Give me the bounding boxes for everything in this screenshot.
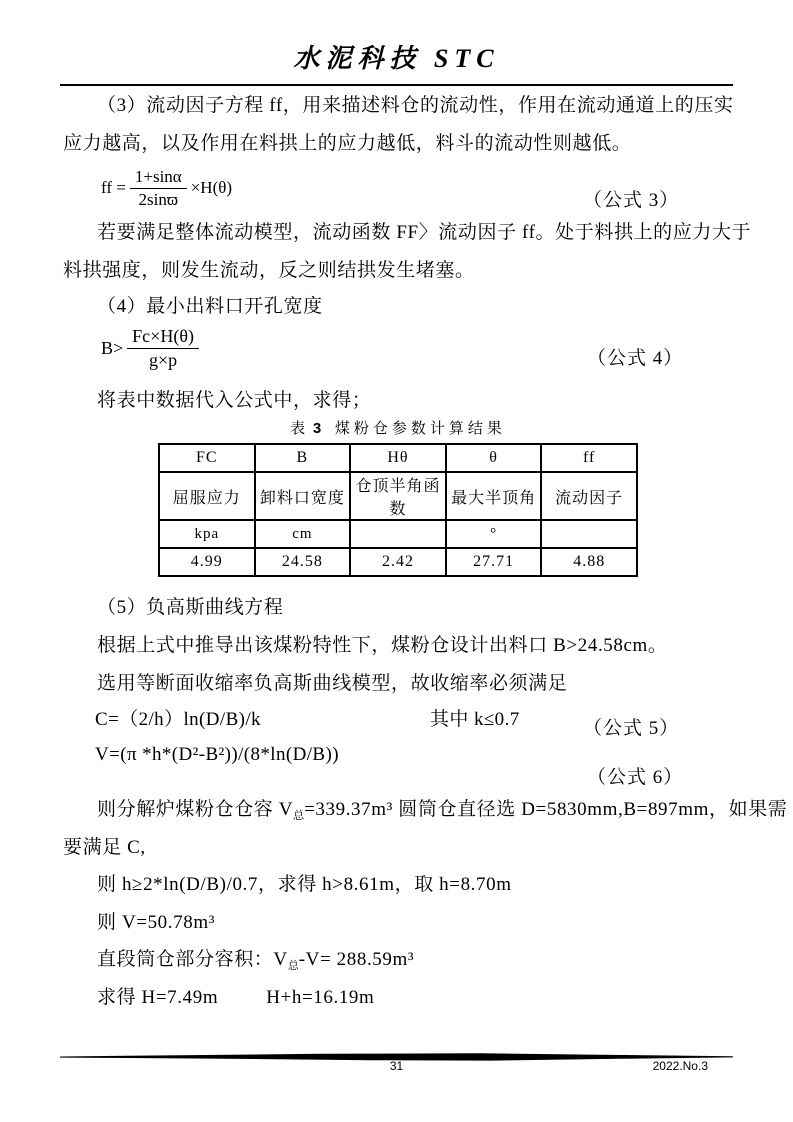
- formula3-denominator: 2sinϖ: [138, 189, 179, 209]
- table-cell: 卸料口宽度: [255, 472, 351, 520]
- straight-section-line: [97, 944, 414, 973]
- table-cell: [350, 520, 446, 548]
- table-cell: Hθ: [350, 444, 446, 472]
- volume-line: [97, 794, 787, 823]
- table-row-values: [159, 548, 637, 576]
- formula3-label: （公式 3）: [583, 190, 680, 211]
- table-caption-text: 煤粉仓参数计算结果: [334, 421, 506, 437]
- parameters-table: [158, 443, 638, 577]
- formula6-expression: V=(π *h*(D²-B²))/(8*ln(D/B)): [95, 744, 339, 765]
- page-number: 31: [389, 1059, 404, 1073]
- formula6-label: （公式 6）: [587, 767, 684, 788]
- derive-line: 根据上式中推导出该煤粉特性下，煤粉仓设计出料口 B>24.58cm。: [97, 635, 668, 656]
- volume-line-continued: 要满足 C,: [63, 837, 146, 858]
- table-cell: 屈服应力: [159, 472, 255, 520]
- paragraph3-line1: （3）流动因子方程 ff，用来描述料仓的流动性，作用在流动通道上的压实: [97, 95, 734, 116]
- table-cell: 27.71: [446, 548, 542, 576]
- straight-subscript: 总: [287, 960, 299, 972]
- formula4-label: （公式 4）: [587, 348, 684, 369]
- model-line: 选用等断面收缩率负高斯曲线模型，故收缩率必须满足: [97, 673, 568, 694]
- result-line: [97, 982, 374, 1009]
- result-part1: 求得 H=7.49m: [97, 987, 219, 1008]
- volume-subscript: 总: [293, 810, 305, 822]
- table-caption: [158, 417, 638, 438]
- table-caption-word: 表: [290, 421, 310, 437]
- table-cell: ff: [541, 444, 637, 472]
- table-cell: θ: [446, 444, 542, 472]
- formula3-rhs: ×H(θ): [190, 178, 233, 197]
- table-cell: cm: [255, 520, 351, 548]
- table-cell: kpa: [159, 520, 255, 548]
- substitute-line: 将表中数据代入公式中，求得；: [97, 390, 372, 411]
- formula4-lhs: B>: [101, 337, 124, 358]
- formula5-condition: 其中 k≤0.7: [430, 709, 520, 730]
- height-line: 则 h≥2*ln(D/B)/0.7，求得 h>8.61m，取 h=8.70m: [97, 874, 512, 895]
- table-row-units: [159, 520, 637, 548]
- result-part2: H+h=16.19m: [266, 987, 375, 1008]
- table-cell: 仓顶半角函数: [350, 472, 446, 520]
- table-cell: 4.88: [541, 548, 637, 576]
- table-cell: 最大半顶角: [446, 472, 542, 520]
- formula4-fraction: [127, 326, 199, 371]
- table-cell: B: [255, 444, 351, 472]
- formula4-denominator: g×p: [148, 349, 178, 370]
- header-rule: [60, 84, 733, 86]
- table-row-names: [159, 472, 637, 520]
- section4-heading: （4）最小出料口开孔宽度: [97, 296, 323, 317]
- formula-flow-factor: [101, 166, 232, 210]
- formula3-lhs: ff =: [101, 178, 126, 197]
- flow-paragraph-line2: 料拱强度，则发生流动，反之则结拱发生堵塞。: [63, 260, 475, 281]
- volume-line-post: =339.37m³ 圆筒仓直径选 D=5830mm,B=897mm，如果需: [304, 799, 788, 820]
- issue-number: 2022.No.3: [652, 1059, 708, 1073]
- journal-title: 水泥科技 STC: [293, 44, 500, 73]
- formula5-expression: C=（2/h）ln(D/B)/k: [95, 709, 261, 730]
- table-row-symbols: [159, 444, 637, 472]
- table-cell: 4.99: [159, 548, 255, 576]
- volume-line-pre: 则分解炉煤粉仓仓容 V: [97, 799, 294, 820]
- footer-rule: [60, 1049, 733, 1059]
- straight-pre: 直段筒仓部分容积：V: [97, 949, 288, 970]
- table-cell: 24.58: [255, 548, 351, 576]
- formula4-numerator: Fc×H(θ): [127, 326, 199, 349]
- hopper-volume-line: 则 V=50.78m³: [97, 912, 216, 933]
- formula3-fraction: [130, 167, 187, 210]
- table-cell: [541, 520, 637, 548]
- formula3-numerator: 1+sinα: [130, 167, 187, 189]
- table-cell: 2.42: [350, 548, 446, 576]
- paragraph3-line2: 应力越高，以及作用在料拱上的应力越低，料斗的流动性则越低。: [63, 133, 632, 154]
- formula5-label: （公式 5）: [583, 718, 680, 739]
- table-caption-number: 3: [312, 420, 322, 437]
- table-cell: 流动因子: [541, 472, 637, 520]
- formula-outlet-width: [101, 321, 199, 375]
- table-cell: °: [446, 520, 542, 548]
- table-cell: FC: [159, 444, 255, 472]
- section5-heading: （5）负高斯曲线方程: [97, 597, 284, 618]
- straight-post: -V= 288.59m³: [298, 949, 415, 970]
- flow-paragraph-line1: 若要满足整体流动模型，流动函数 FF〉流动因子 ff。处于料拱上的应力大于: [97, 222, 752, 243]
